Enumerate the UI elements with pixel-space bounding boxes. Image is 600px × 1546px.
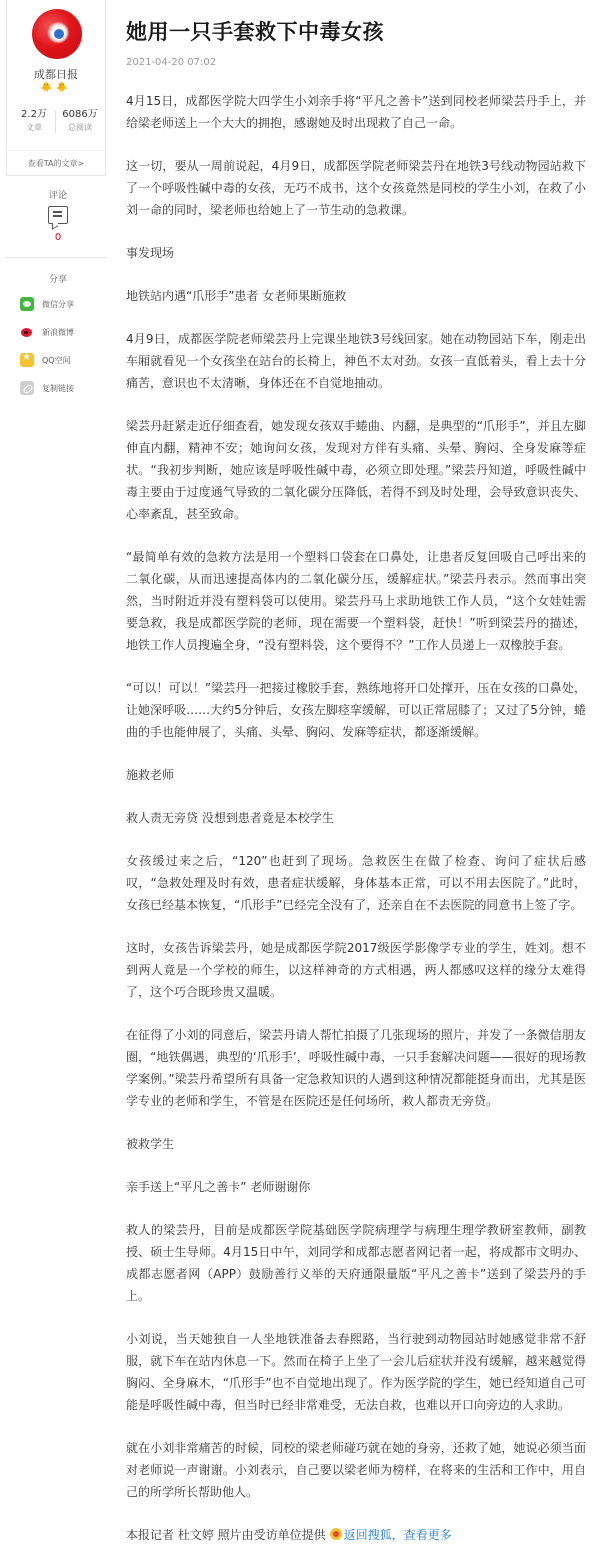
article-paragraph: 这一切，要从一周前说起，4月9日，成都医学院老师梁芸丹在地铁3号线动物园站救下了一个呼吸性碱中毒的女孩，无巧不成书，这个女孩竟然是同校的学生小刘，在救了小刘一命的同时，梁老师也给她上了一节生动的急救课。 [126, 159, 586, 217]
article-footer [126, 1524, 586, 1546]
share-title: 分享 [48, 275, 67, 285]
share-list [6, 290, 110, 402]
comment-icon[interactable] [48, 206, 68, 224]
stat-reads [57, 109, 103, 134]
share-wechat-button[interactable] [6, 290, 110, 318]
link-icon [20, 381, 34, 395]
section-subheading: 救人责无旁贷 没想到患者竟是本校学生 [126, 811, 334, 825]
publish-date: 2021-04-20 07:02 [126, 57, 217, 68]
card-divider [7, 150, 105, 151]
comment-count[interactable]: 0 [54, 232, 62, 243]
avatar-logo-dot [54, 29, 64, 39]
reads-count: 6086万 [62, 109, 98, 120]
copy-link-button[interactable] [6, 374, 110, 402]
article-paragraph: 小刘说，当天她独自一人坐地铁准备去春熙路，当行驶到动物园站时她感觉非常不舒服，就下车在站内休息一下。然而在椅子上坐了一会儿后症状并没有缓解，越来越觉得胸闷、全身麻木，“爪形手”也不自觉地出现了。作为医学院的学生，她已经知道自己可能是呼吸性碱中毒，但当时已经非常难受，无法自救，也难以开口向旁边的人求助。 [126, 1332, 586, 1412]
article-paragraph: “最简单有效的急救方法是用一个塑料口袋套在口鼻处，让患者反复回吸自己呼出来的二氧化碳，从而迅速提高体内的二氧化碳分压，缓解症状。”梁芸丹表示。然而事出突然，当时附近并没有塑料袋可以使用。梁芸丹马上求助地铁工作人员，“这个女娃娃需要急救，我是成都医学院的老师，现在需要一个塑料袋，赶快！”听到梁芸丹的描述，地铁工作人员搜遍全身，“没有塑料袋，这个要得不？”工作人员递上一双橡胶手套。 [126, 550, 586, 652]
share-qzone-button[interactable] [6, 346, 110, 374]
reads-label: 总阅读 [68, 123, 92, 132]
share-label: 新浪微博 [42, 327, 74, 337]
articles-label: 文章 [26, 123, 42, 132]
share-weibo-button[interactable] [6, 318, 110, 346]
section-heading: 施救老师 [126, 768, 175, 782]
section-heading: 事发现场 [126, 246, 175, 260]
section-heading: 被救学生 [126, 1137, 175, 1151]
share-label: 微信分享 [42, 299, 74, 309]
article-body [126, 90, 586, 1546]
weibo-icon [20, 325, 34, 339]
articles-count: 2.2万 [21, 109, 47, 120]
article-paragraph: 这时，女孩告诉梁芸丹，她是成都医学院2017级医学影像学专业的学生，姓刘。想不到两人竟是一个学校的师生，以这样神奇的方式相遇，两人都感叹这样的缘分太难得了，这个巧合既珍贵又温暖。 [126, 941, 586, 999]
view-author-articles-link[interactable]: 查看TA的文章> [27, 159, 85, 168]
sidebar [6, 0, 110, 402]
article-paragraph: 女孩缓过来之后，“120”也赶到了现场。急救医生在做了检查、询问了症状后感叹，“急救处理及时有效，患者症状缓解，身体基本正常，可以不用去医院了。”此时，女孩已经基本恢复，“爪形手”已经完全没有了，还亲自在不去医院的同意书上签了字。 [126, 854, 586, 912]
article-title: 她用一只手套救下中毒女孩 [126, 20, 384, 44]
share-label: QQ空间 [42, 355, 71, 365]
stat-divider [55, 111, 56, 133]
back-to-sohu-link[interactable]: 返回搜狐，查看更多 [343, 1528, 452, 1542]
author-avatar[interactable] [32, 9, 82, 59]
comment-title: 评论 [48, 191, 67, 201]
wechat-icon [20, 297, 34, 311]
author-badges-icon: 🐥🐥 [40, 83, 72, 93]
author-card [6, 0, 106, 176]
section-subheading: 亲手送上“平凡之善卡” 老师谢谢你 [126, 1180, 311, 1194]
stat-articles [13, 109, 55, 134]
article-paragraph: 梁芸丹赶紧走近仔细查看，她发现女孩双手蜷曲、内翻，是典型的“爪形手”，并且左脚伸直内翻，精神不安；她询问女孩，发现对方伴有头痛、头晕、胸闷、全身发麻等症状。“我初步判断，她应该是呼吸性碱中毒，必须立即处理。”梁芸丹知道，呼吸性碱中毒主要由于过度通气导致的二氧化碳分压降低，若得不到及时处理，会导致意识丧失、心率紊乱，甚至致命。 [126, 419, 586, 521]
author-name[interactable]: 成都日报 [34, 68, 78, 81]
share-label: 复制链接 [42, 383, 74, 393]
article-paragraph: 在征得了小刘的同意后，梁芸丹请人帮忙拍摄了几张现场的照片，并发了一条微信朋友圈，“地铁偶遇，典型的‘爪形手’，呼吸性碱中毒，一只手套解决问题——很好的现场教学案例。”梁芸丹希望所有具备一定急救知识的人遇到这种情况都能挺身而出，尤其是医学专业的老师和学生，不管是在医院还是任何场所，救人都责无旁贷。 [126, 1028, 586, 1108]
article-paragraph: 救人的梁芸丹，目前是成都医学院基础医学院病理学与病理生理学教研室教师，副教授、硕士生导师。4月15日中午，刘同学和成都志愿者网记者一起，将成都市文明办、成都志愿者网（APP）鼓励善行义举的天府通限量版“平凡之善卡”送到了梁芸丹的手上。 [126, 1223, 586, 1303]
article-paragraph: “可以！可以！”梁芸丹一把接过橡胶手套，熟练地将开口处撑开，压在女孩的口鼻处，让她深呼吸……大约5分钟后，女孩左脚痉挛缓解，可以正常屈膝了；又过了5分钟，蜷曲的手也能伸展了，头痛、头晕、胸闷、发麻等症状，都逐渐缓解。 [126, 681, 586, 739]
qzone-icon [20, 353, 34, 367]
sidebar-divider [6, 257, 106, 258]
sohu-icon [330, 1528, 342, 1540]
article-paragraph: 就在小刘非常痛苦的时候，同校的梁老师碰巧就在她的身旁，还救了她，她说必须当面对老师说一声谢谢。小刘表示，自己要以梁老师为榜样，在将来的生活和工作中，用自己的所学所长帮助他人。 [126, 1441, 586, 1499]
article-paragraph: 4月15日，成都医学院大四学生小刘亲手将“平凡之善卡”送到同校老师梁芸丹手上，并给梁老师送上一个大大的拥抱，感谢她及时出现救了自己一命。 [126, 94, 586, 130]
comment-section [6, 190, 110, 243]
article-paragraph: 4月9日，成都医学院老师梁芸丹上完课坐地铁3号线回家。她在动物园站下车，刚走出车厢就看见一个女孩坐在站台的长椅上，神色不太对劲。女孩一直低着头，看上去十分痛苦，意识也不太清晰，身体还在不自觉地抽动。 [126, 332, 586, 390]
byline: 本报记者 杜文婷 照片由受访单位提供 [126, 1528, 326, 1542]
section-subheading: 地铁站内遇“爪形手”患者 女老师果断施救 [126, 289, 347, 303]
